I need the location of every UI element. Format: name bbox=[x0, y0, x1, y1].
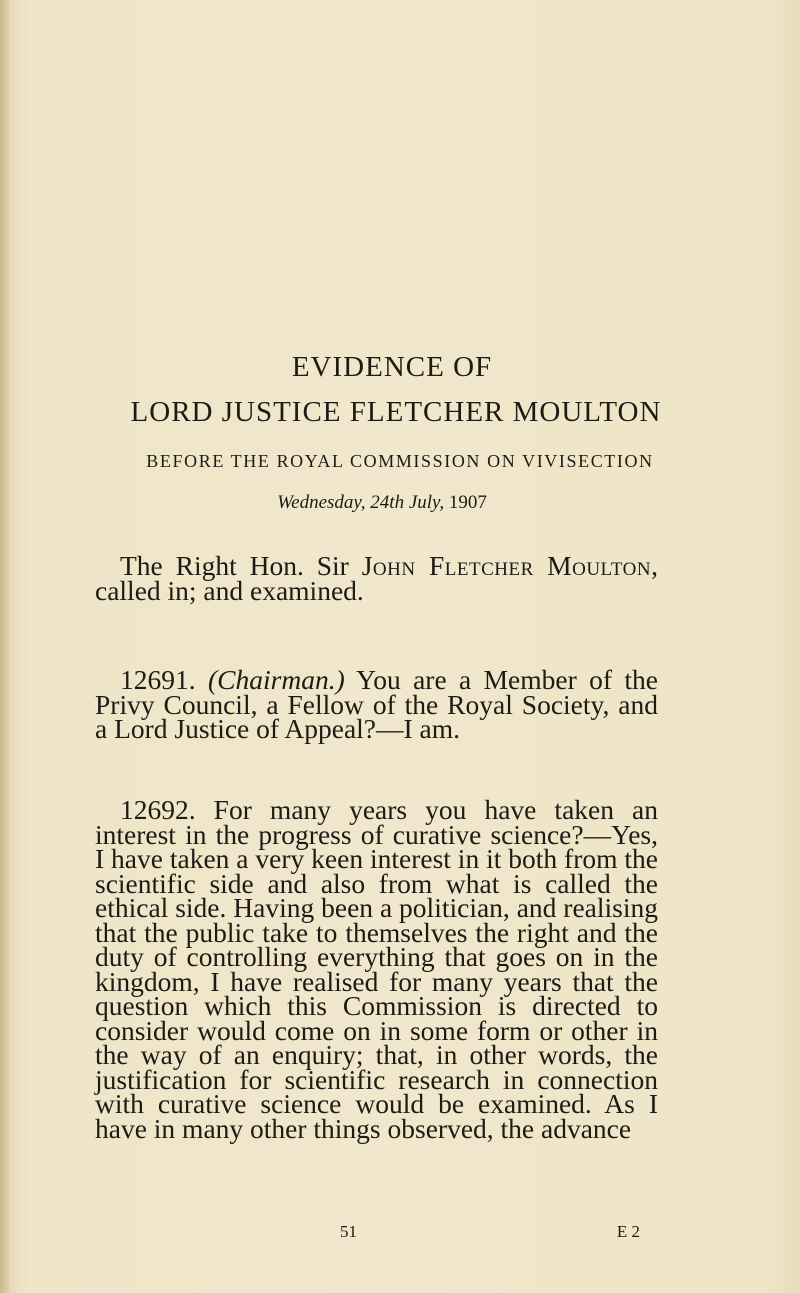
date-day: Wednesday, 24th July, bbox=[277, 492, 445, 513]
page-number: 51 bbox=[340, 1222, 357, 1241]
witness-name: John Fletcher Moulton bbox=[361, 550, 652, 581]
page-gutter bbox=[0, 0, 10, 1293]
subtitle-commission: BEFORE THE ROYAL COMMISSION ON VIVISECTION bbox=[146, 451, 654, 471]
title-evidence-of: EVIDENCE OF bbox=[291, 351, 493, 383]
question-12692 bbox=[95, 794, 658, 1144]
witness-intro-paragraph bbox=[95, 550, 658, 606]
question-number: 12692. bbox=[120, 794, 196, 825]
question-text: For many years you have taken an interest in the progress of curative science?—Yes, I have taken a very keen interest in it both from the scientific side and also from what is called the ethical side. Having been a politician, and realising that the public take to themselves the right and the duty of controlling everything that goes on in the kingdom, I have realised for many years that the question which this Commission is directed to consider would come on in some form or other in the way of an enquiry; that, in other words, the justification for scientific research in connection with curative science would be examined. As I have in many other things observed, the advance bbox=[95, 794, 658, 1144]
witness-suffix: , called in; and examined. bbox=[95, 550, 658, 606]
question-number: 12691. bbox=[120, 664, 196, 695]
question-speaker: (Chairman.) bbox=[208, 664, 345, 695]
date-year: 1907 bbox=[448, 492, 487, 513]
witness-prefix: The Right Hon. Sir bbox=[120, 550, 362, 581]
title-witness-name: LORD JUSTICE FLETCHER MOULTON bbox=[130, 396, 662, 428]
session-date bbox=[0, 492, 782, 514]
question-text: You are a Member of the Privy Council, a Fellow of the Royal Society, and a Lord Justice of Appeal?—I am. bbox=[95, 664, 659, 744]
signature-mark: E 2 bbox=[616, 1222, 640, 1241]
question-12691 bbox=[95, 664, 659, 744]
